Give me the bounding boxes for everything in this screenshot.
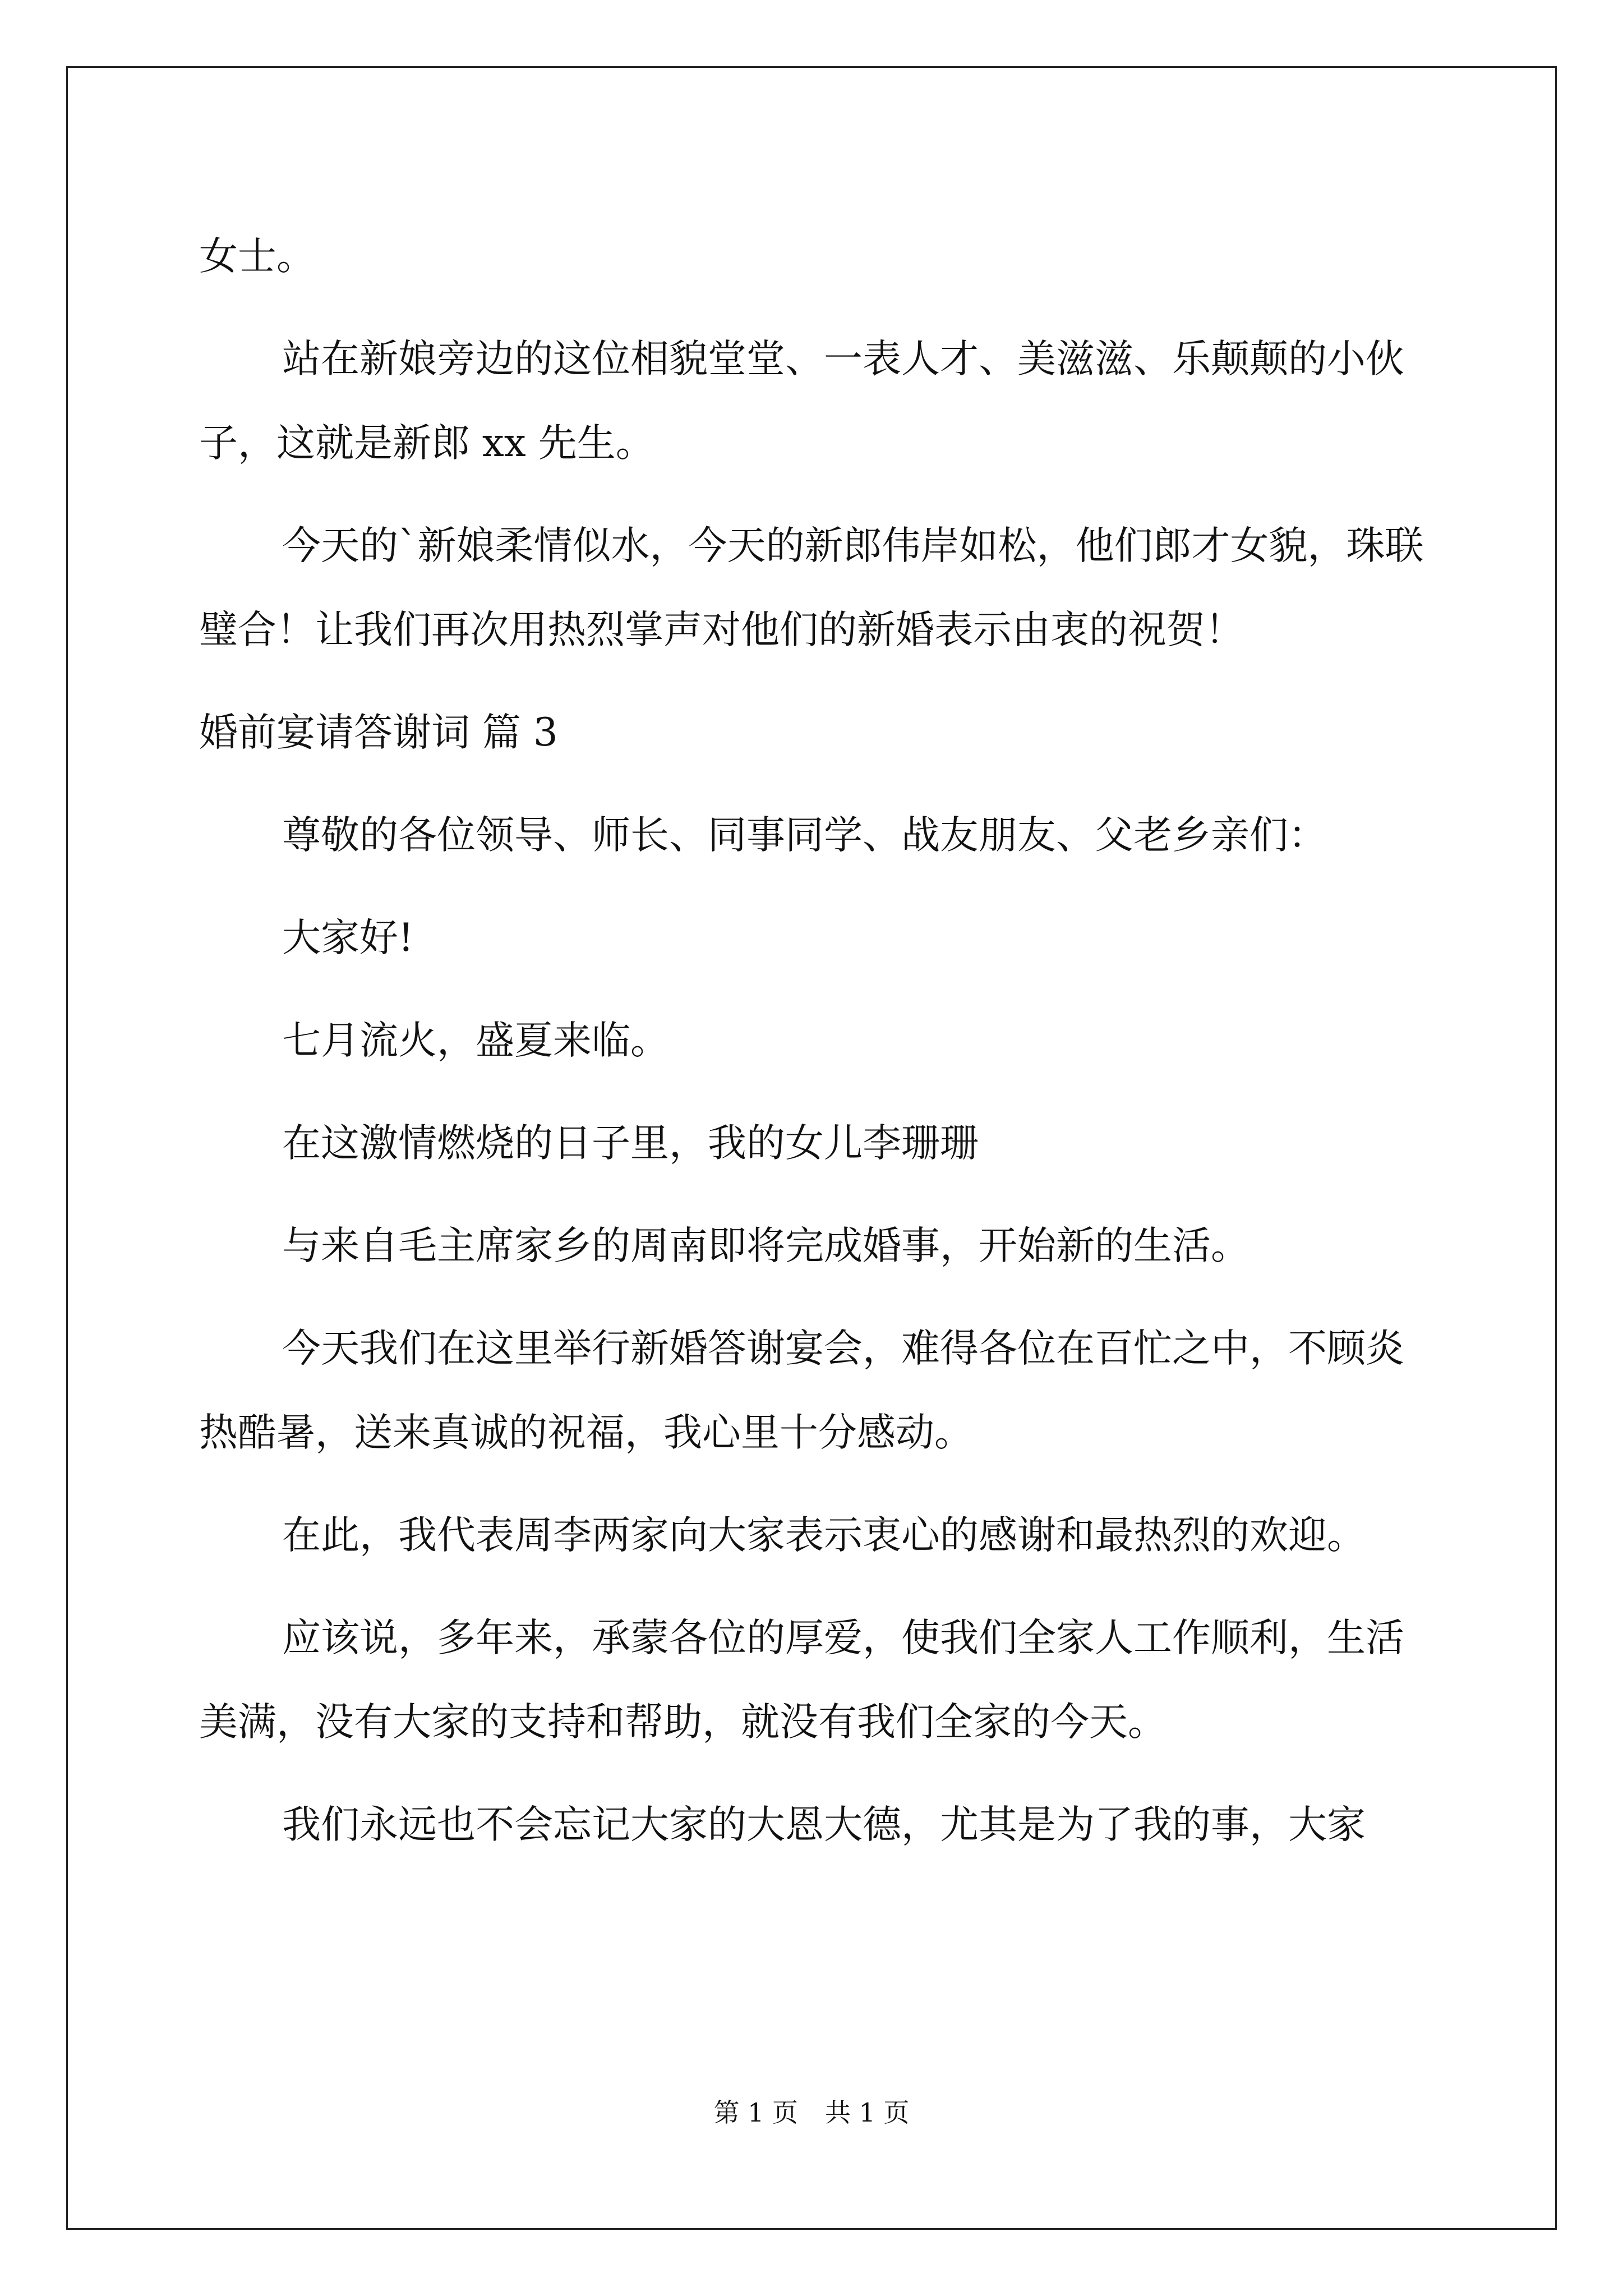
section-heading: 婚前宴请答谢词 篇 3 [199, 710, 558, 755]
paragraph: 七月流火，盛夏来临。 [282, 1018, 669, 1063]
paragraph: 今天我们在这里举行新婚答谢宴会，难得各位在百忙之中，不顾炎热酷暑，送来真诚的祝福，我心里十分感动。 [199, 1326, 1404, 1455]
paragraph: 我们永远也不会忘记大家的大恩大德，尤其是为了我的事，大家 [282, 1802, 1366, 1847]
page-footer [0, 2096, 1623, 2129]
page-number: 第 1 页 [713, 2097, 798, 2128]
paragraph: 站在新娘旁边的这位相貌堂堂、一表人才、美滋滋、乐颠颠的小伙子，这就是新郎 xx 先生。 [199, 337, 1404, 466]
paragraph: 大家好! [282, 915, 414, 960]
page-total: 共 1 页 [825, 2097, 910, 2128]
document-body [199, 214, 1427, 1885]
paragraph: 在这激情燃烧的日子里，我的女儿李珊珊 [282, 1121, 979, 1166]
paragraph: 女士。 [199, 234, 315, 279]
paragraph: 今天的`新娘柔情似水，今天的新郎伟岸如松，他们郎才女貌，珠联璧合！让我们再次用热烈掌声对他们的新婚表示由衷的祝贺！ [199, 523, 1424, 652]
paragraph: 与来自毛主席家乡的周南即将完成婚事，开始新的生活。 [282, 1223, 1249, 1268]
paragraph: 在此，我代表周李两家向大家表示衷心的感谢和最热烈的欢迎。 [282, 1513, 1366, 1558]
paragraph: 尊敬的各位领导、师长、同事同学、战友朋友、父老乡亲们： [282, 813, 1327, 858]
paragraph: 应该说，多年来，承蒙各位的厚爱，使我们全家人工作顺利，生活美满，没有大家的支持和帮助，就没有我们全家的今天。 [199, 1616, 1404, 1745]
